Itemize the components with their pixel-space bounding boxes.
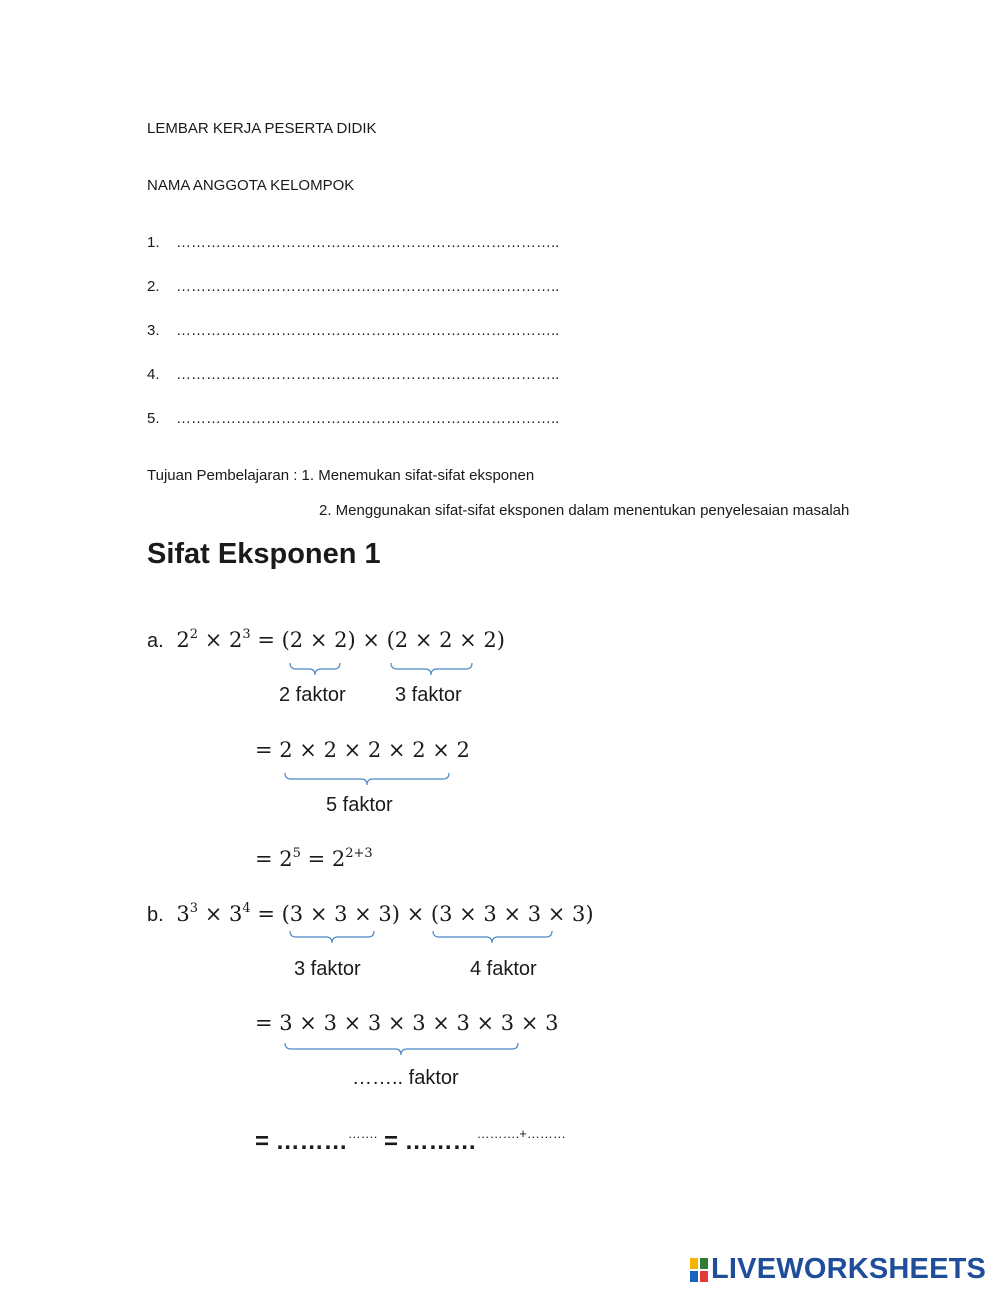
member-name-blank[interactable]: ………………………………………………………………….. [176,410,560,427]
member-name-blank[interactable]: ………………………………………………………………….. [176,366,560,383]
objectives-label: Tujuan Pembelajaran : [147,467,302,484]
part-b-factor-label-2: 4 faktor [470,958,537,980]
logo-tile [700,1271,708,1282]
logo-tile [700,1258,708,1269]
group-members-label: NAMA ANGGOTA KELOMPOK [147,177,355,194]
part-a-marker: a. [147,630,164,652]
section-title: Sifat Eksponen 1 [147,538,381,570]
part-a-line1: a. $2^2 \times 2^3 = (2 \times 2) \times (2 \times 2 \times 2)$ [147,627,505,652]
part-b-base1: 3 [176,902,190,926]
part-a-step3-prefix: = 2 [255,847,293,871]
part-a-brace-1 [289,662,341,676]
part-b-factor-label-3[interactable]: …….. faktor [352,1067,459,1089]
logo-tile [690,1258,698,1269]
section-title-wrap [147,538,381,571]
part-b-marker: b. [147,904,164,926]
worksheet-title: LEMBAR KERJA PESERTA DIDIK [147,120,377,137]
objective-2: 2. Menggunakan sifat-sifat eksponen dalam menentukan penyelesaian masalah [319,502,850,519]
logo-tile [690,1271,698,1282]
member-number: 3. [147,322,160,339]
part-b-answer-exp-blank-2[interactable]: ……….+……… [476,1126,566,1141]
learning-objectives [147,467,534,484]
part-b-brace-1 [289,930,375,944]
part-b-answer-blank-1[interactable]: = ……… [255,1128,348,1155]
part-b-base2: 3 [229,902,243,926]
part-a-step3-exp: 5 [292,846,301,861]
part-a-brace-2 [390,662,473,676]
part-b-line1: b. $3^3 \times 3^4 = (3 \times 3 \times 3) \times (3 \times 3 \times 3 \times 3)$ [147,901,594,926]
part-b-answer-line [255,1128,566,1156]
member-name-blank[interactable]: ………………………………………………………………….. [176,278,560,295]
part-a-exp1: 2 [189,627,199,642]
part-b-answer-exp-blank-1[interactable]: ……. [347,1126,378,1141]
member-number: 1. [147,234,160,251]
member-number: 2. [147,278,160,295]
part-a-brace-3 [284,772,450,786]
part-b-step2: = 3 × 3 × 3 × 3 × 3 × 3 × 3 [255,1011,559,1035]
part-a-exp2: 3 [242,627,251,642]
part-b-brace-2 [432,930,553,944]
logo-text: LIVEWORKSHEETS [711,1253,987,1285]
part-a-base1: 2 [176,628,190,652]
member-name-blank[interactable]: ………………………………………………………………….. [176,234,560,251]
part-a-step3-exp2: 2+3 [345,846,373,861]
part-b-factor-label-1: 3 faktor [294,958,361,980]
part-b-exp2: 4 [242,901,251,916]
logo-mark-icon [690,1258,708,1282]
member-name-blank[interactable]: ………………………………………………………………….. [176,322,560,339]
part-a-step3-mid: = 2 [300,847,346,871]
part-a-factor-label-1: 2 faktor [279,684,346,706]
member-number: 4. [147,366,160,383]
part-b-answer-blank-2[interactable]: = ……… [377,1128,477,1155]
part-b-expansion: = (3 × 3 × 3) × (3 × 3 × 3 × 3) [257,902,594,926]
part-b-brace-3 [284,1042,520,1056]
liveworksheets-logo [690,1253,986,1286]
part-a-step3 [255,847,373,871]
member-number: 5. [147,410,160,427]
part-a-step2: = 2 × 2 × 2 × 2 × 2 [255,738,470,762]
part-b-exp1: 3 [189,901,199,916]
part-a-factor-label-3: 5 faktor [326,794,393,816]
part-a-base2: 2 [229,628,243,652]
objective-1: 1. Menemukan sifat-sifat eksponen [301,467,535,484]
part-a-factor-label-2: 3 faktor [395,684,462,706]
part-a-expansion: = (2 × 2) × (2 × 2 × 2) [257,628,505,652]
